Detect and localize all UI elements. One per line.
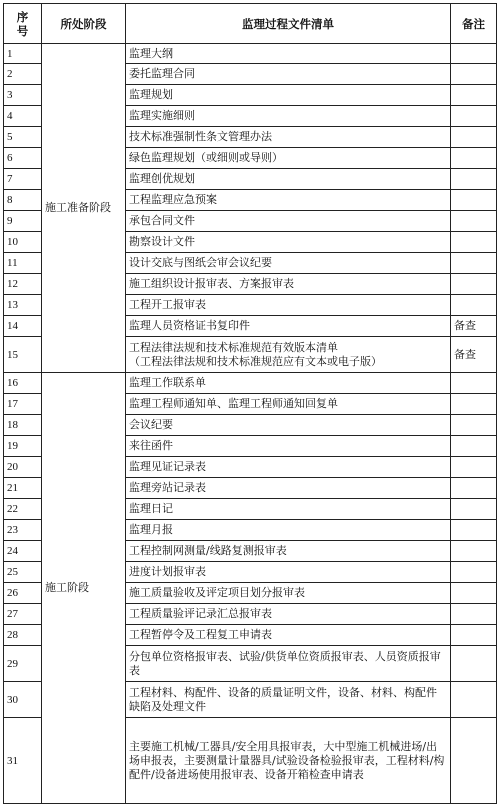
document-item-text: 设计交底与图纸会审会议纪要: [129, 256, 272, 269]
document-item-text: 勘察设计文件: [129, 235, 195, 248]
document-item: [126, 85, 451, 106]
note-cell: [451, 274, 497, 295]
document-item-text: 工程监理应急预案: [129, 193, 217, 206]
row-number: 5: [4, 127, 42, 148]
header-row: [4, 4, 497, 44]
row-number: 11: [4, 253, 42, 274]
note-cell: [451, 169, 497, 190]
note-cell: [451, 64, 497, 85]
document-item-text: 监理工作联系单: [129, 376, 206, 389]
document-item-text: 监理旁站记录表: [129, 481, 206, 494]
document-item: [126, 682, 451, 718]
document-item-text: 工程开工报审表: [129, 298, 206, 311]
row-number: 17: [4, 394, 42, 415]
supervision-document-table: [3, 3, 497, 804]
document-item: [126, 499, 451, 520]
document-item-text: 监理规划: [129, 88, 173, 101]
document-item-text: 会议纪要: [129, 418, 173, 431]
row-number: 10: [4, 232, 42, 253]
row-number: 1: [4, 44, 42, 64]
note-cell: [451, 583, 497, 604]
document-item: [126, 436, 451, 457]
note-cell: [451, 85, 497, 106]
note-cell: [451, 604, 497, 625]
document-item: [126, 127, 451, 148]
document-item-text: 技术标准强制性条文管理办法: [129, 130, 272, 143]
note-cell: [451, 718, 497, 804]
document-item-text: 承包合同文件: [129, 214, 195, 227]
document-item: [126, 718, 451, 804]
stage-cell: 施工阶段: [42, 373, 126, 804]
note-cell: [451, 436, 497, 457]
note-cell: [451, 190, 497, 211]
document-item: [126, 274, 451, 295]
document-item-text: 施工质量验收及评定项目划分报审表: [129, 586, 305, 599]
document-item: [126, 541, 451, 562]
note-cell: [451, 394, 497, 415]
row-number: 7: [4, 169, 42, 190]
document-item: [126, 457, 451, 478]
row-number: 2: [4, 64, 42, 85]
note-cell: [451, 44, 497, 64]
note-cell: [451, 541, 497, 562]
note-cell: [451, 373, 497, 394]
row-number: 13: [4, 295, 42, 316]
note-cell: [451, 127, 497, 148]
note-cell: [451, 232, 497, 253]
document-item-text: 监理大纲: [129, 46, 173, 60]
document-item-text: 监理创优规划: [129, 172, 195, 185]
header-list: 监理过程文件清单: [126, 4, 451, 44]
document-item-text: 绿色监理规划（或细则或导则）: [129, 151, 283, 164]
row-number: 18: [4, 415, 42, 436]
row-number: 27: [4, 604, 42, 625]
note-cell: [451, 253, 497, 274]
document-item: [126, 148, 451, 169]
document-item-text: 监理实施细则: [129, 109, 195, 122]
row-number: 21: [4, 478, 42, 499]
note-cell: [451, 415, 497, 436]
document-item-text: 工程材料、构配件、设备的质量证明文件，设备、材料、构配件缺陷及处理文件: [129, 685, 437, 713]
document-item-text: 工程法律法规和技术标准规范有效版本清单: [129, 340, 338, 354]
document-item: [126, 253, 451, 274]
row-number: 14: [4, 316, 42, 337]
row-number: 9: [4, 211, 42, 232]
document-item: [126, 520, 451, 541]
document-item-text: 监理日记: [129, 502, 173, 515]
document-item: [126, 394, 451, 415]
note-cell: [451, 478, 497, 499]
document-item: [126, 415, 451, 436]
note-cell: 备查: [451, 316, 497, 337]
document-item: [126, 64, 451, 85]
row-number: 22: [4, 499, 42, 520]
row-number: 8: [4, 190, 42, 211]
note-cell: [451, 499, 497, 520]
document-item: [126, 583, 451, 604]
document-item-text: 监理人员资格证书复印件: [129, 319, 250, 332]
document-item-text: 工程控制网测量/线路复测报审表: [129, 544, 287, 557]
row-number: 25: [4, 562, 42, 583]
document-item: [126, 478, 451, 499]
document-item: [126, 169, 451, 190]
document-item-text: 监理月报: [129, 523, 173, 536]
row-number: 24: [4, 541, 42, 562]
document-item-text: 施工组织设计报审表、方案报审表: [129, 277, 294, 290]
document-item-text: 主要施工机械/工器具/安全用具报审表，大中型施工机械进场/出场申报表，主要测量计量器具/试验设备检验报审表，工程材料/构配件/设备进场使用报审表、设备开箱检查申请表: [129, 739, 445, 781]
document-item-text: 进度计划报审表: [129, 565, 206, 578]
document-item: [126, 232, 451, 253]
document-item-text: 委托监理合同: [129, 67, 195, 80]
row-number: 29: [4, 646, 42, 682]
table-body: [4, 44, 497, 804]
document-item-subtext: （工程法律法规和技术标准规范应有文本或电子版）: [129, 354, 382, 368]
stage-cell: 施工准备阶段: [42, 44, 126, 373]
note-cell: [451, 106, 497, 127]
note-cell: [451, 625, 497, 646]
row-number: 26: [4, 583, 42, 604]
document-item: [126, 295, 451, 316]
document-item-text: 监理工程师通知单、监理工程师通知回复单: [129, 397, 338, 410]
row-number: 28: [4, 625, 42, 646]
row-number: 12: [4, 274, 42, 295]
row-number: 15: [4, 337, 42, 373]
row-number: 31: [4, 718, 42, 804]
document-item-text: 分包单位资格报审表、试验/供货单位资质报审表、人员资质报审表: [129, 649, 441, 677]
note-cell: [451, 646, 497, 682]
table-row: [4, 373, 497, 394]
document-item: [126, 44, 451, 64]
row-number: 30: [4, 682, 42, 718]
document-item: [126, 190, 451, 211]
note-cell: [451, 682, 497, 718]
row-number: 3: [4, 85, 42, 106]
note-cell: 备查: [451, 337, 497, 373]
document-item-text: 工程暂停令及工程复工申请表: [129, 628, 272, 641]
document-item-text: 来往函件: [129, 439, 173, 452]
header-no: 序 号: [4, 4, 42, 44]
note-cell: [451, 148, 497, 169]
document-item: [126, 337, 451, 373]
header-note: 备注: [451, 4, 497, 44]
document-item: [126, 604, 451, 625]
note-cell: [451, 295, 497, 316]
header-stage: 所处阶段: [42, 4, 126, 44]
note-cell: [451, 211, 497, 232]
note-cell: [451, 562, 497, 583]
row-number: 4: [4, 106, 42, 127]
document-item: [126, 646, 451, 682]
document-item-text: 监理见证记录表: [129, 460, 206, 473]
note-cell: [451, 457, 497, 478]
document-item: [126, 211, 451, 232]
row-number: 19: [4, 436, 42, 457]
document-item: [126, 316, 451, 337]
row-number: 6: [4, 148, 42, 169]
row-number: 16: [4, 373, 42, 394]
document-item: [126, 373, 451, 394]
document-item: [126, 106, 451, 127]
document-item: [126, 625, 451, 646]
row-number: 20: [4, 457, 42, 478]
document-item: [126, 562, 451, 583]
table-row: [4, 44, 497, 64]
document-item-text: 工程质量验评记录汇总报审表: [129, 607, 272, 620]
row-number: 23: [4, 520, 42, 541]
note-cell: [451, 520, 497, 541]
